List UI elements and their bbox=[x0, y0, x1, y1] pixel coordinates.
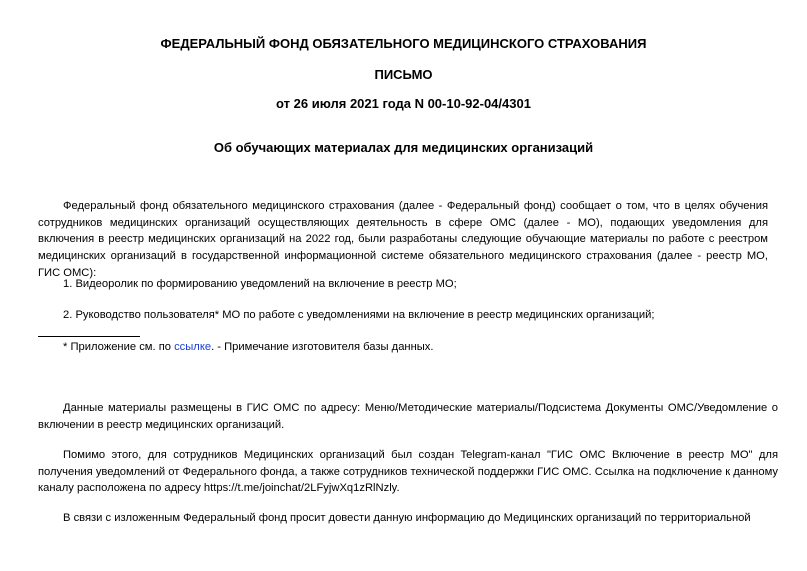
request-paragraph: В связи с изложенным Федеральный фонд просит довести данную информацию до Медицинских организаций по территориальной bbox=[63, 512, 751, 524]
document-subject: Об обучающих материалах для медицинских организаций bbox=[213, 140, 594, 155]
materials-paragraph: Данные материалы размещены в ГИС ОМС по адресу: Меню/Методические материалы/Подсистема Документы ОМС/Уведомление о включении в реестр медицинских организаций. bbox=[38, 402, 778, 431]
footnote-separator bbox=[38, 336, 140, 337]
list-item-1: 1. Видеоролик по формированию уведомлений на включение в реестр МО; bbox=[63, 278, 457, 290]
document-type: ПИСЬМО bbox=[374, 67, 433, 82]
intro-paragraph: Федеральный фонд обязательного медицинского страхования (далее - Федеральный фонд) сообщает о том, что в целях обучения сотрудников медицинских организаций осуществляющих деятельность в сфере ОМС (далее - МО), подающих уведомления для включения в реестр медицинских организаций на 2022 год, были разработаны следующие обучающие материалы по работе с реестром медицинских организаций в государственной информационной системе обязательного медицинского страхования (далее - реестр МО, ГИС ОМС): bbox=[38, 200, 768, 279]
document-date-number: от 26 июля 2021 года N 00-10-92-04/4301 bbox=[276, 96, 531, 111]
telegram-paragraph: Помимо этого, для сотрудников Медицинских организаций был создан Telegram-канал "ГИС ОМС Включение в реестр МО" для получения уведомлений от Федерального фонда, а также сотрудников технической поддержки ГИС ОМС. Ссылка на подключение к данному каналу расположена по адресу https://t.me/joinchat/2LFyjwXq1zRlNzly. bbox=[38, 449, 778, 495]
footnote-prefix: * Приложение см. по bbox=[63, 341, 175, 353]
organization-title: ФЕДЕРАЛЬНЫЙ ФОНД ОБЯЗАТЕЛЬНОГО МЕДИЦИНСКОГО СТРАХОВАНИЯ bbox=[160, 36, 647, 51]
footnote bbox=[38, 339, 768, 356]
footnote-link[interactable]: ссылке bbox=[174, 341, 212, 353]
list-item-2: 2. Руководство пользователя* МО по работе с уведомлениями на включение в реестр медицинских организаций; bbox=[63, 309, 655, 321]
footnote-suffix: . - Примечание изготовителя базы данных. bbox=[211, 341, 434, 353]
